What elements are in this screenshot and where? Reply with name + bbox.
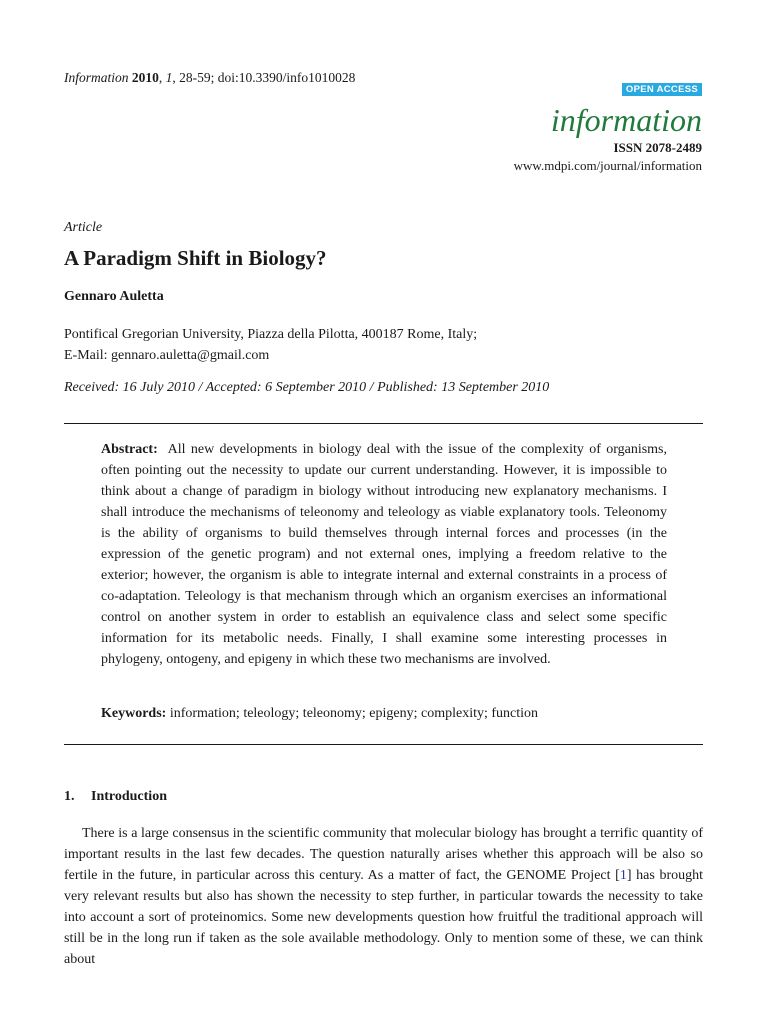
intro-text-1: There is a large consensus in the scientific community that molecular biology has brought a terrific quantity of important results in the last few decades. The question naturally arises whether this approach will be also so fertile in the future, in particular across this century. As a matter of fact, the GENOME Project [ (64, 826, 703, 883)
abstract-label: Abstract: (101, 442, 158, 457)
abstract (101, 439, 667, 670)
journal-name: Information (64, 70, 129, 85)
intro-text-2: ] has brought very relevant results but also has shown the necessity to step further, in particular towards the necessity to take into account a sort of proteinomics. Some new developments question how fruitful the traditional approach will still be in the long run if taken as the sole available methodology. Only to mention some of these, we can think about (64, 868, 703, 967)
issn: ISSN 2078-2489 (613, 140, 702, 155)
keywords (101, 706, 538, 722)
bottom-rule (64, 744, 703, 745)
section-title: Introduction (91, 789, 167, 804)
citation-line: Information 2010, 1, 28-59; doi:10.3390/info1010028 (64, 70, 356, 85)
abstract-text: All new developments in biology deal with the issue of the complexity of organisms, often pointing out the necessity to update our current understanding. However, it is impossible to think about a change of paradigm in biology without introducing new explanatory mechanisms. I shall introduce the mechanisms of teleonomy and teleology as viable explanatory tools. Teleonomy is the ability of organisms to build themselves through internal forces and processes (in the expression of the genetic program) and not external ones, implying a freedom relative to the exterior; however, the organism is able to integrate internal and external constraints in a process of co-adaptation. Teleology is that mechanism through which an organism exercises an informational control on another system in order to establish an equivalence class and select some specific information for its metabolic needs. Finally, I shall examine some interesting processes in phylogeny, ontogeny, and epigeny in which these two mechanisms are involved. (101, 442, 667, 667)
section-number: 1. (64, 789, 75, 804)
article-title: A Paradigm Shift in Biology? (64, 246, 327, 270)
article-type: Article (64, 220, 103, 235)
open-access-badge: OPEN ACCESS (622, 83, 702, 96)
journal-url[interactable]: www.mdpi.com/journal/information (513, 158, 702, 173)
publication-dates: Received: 16 July 2010 / Accepted: 6 September 2010 / Published: 13 September 2010 (64, 380, 550, 395)
pages-doi: , 28-59; doi:10.3390/info1010028 (172, 70, 356, 85)
affiliation-block (64, 324, 477, 366)
keywords-label: Keywords: (101, 706, 167, 721)
year: 2010 (131, 70, 159, 85)
affiliation: Pontifical Gregorian University, Piazza della Pilotta, 400187 Rome, Italy; (64, 327, 478, 342)
journal-logo: information (550, 102, 702, 138)
keywords-text: information; teleology; teleonomy; epigeny; complexity; function (169, 706, 539, 721)
email[interactable]: E-Mail: gennaro.auletta@gmail.com (64, 348, 270, 363)
reference-link[interactable]: 1 (619, 868, 627, 883)
top-rule (64, 423, 703, 424)
author-name: Gennaro Auletta (64, 289, 164, 304)
volume: 1 (165, 70, 173, 85)
intro-paragraph (64, 823, 703, 970)
section-heading (64, 789, 167, 805)
